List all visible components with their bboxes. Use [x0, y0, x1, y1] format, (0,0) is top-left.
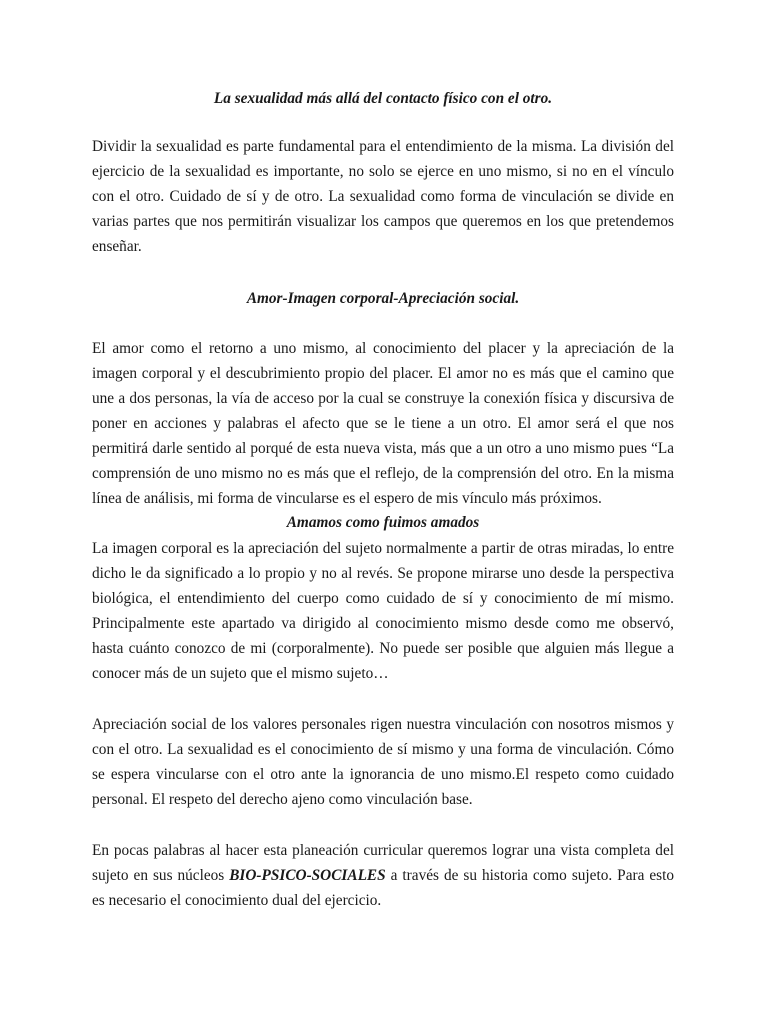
- section-heading: Amor-Imagen corporal-Apreciación social.: [246, 290, 520, 307]
- conclusion-text-end: a través de su historia como sujeto. Para esto es necesario el conocimiento dual del ejercicio.: [92, 867, 674, 909]
- social-paragraph: Apreciación social de los valores personales rigen nuestra vinculación con nosotros mismos y con el otro. La sexualidad es el conocimiento de sí mismo y una forma de vinculación. Cómo se espera vincularse con el otro ante la ignorancia de uno mismo.El respeto como cuidado personal. El respeto del derecho ajeno como vinculación base.: [92, 716, 674, 808]
- quote-line: Amamos como fuimos amados: [286, 514, 480, 531]
- conclusion-paragraph: [92, 838, 674, 913]
- conclusion-text-start: En pocas palabras al hacer esta planeación curricular queremos lograr una vista completa del sujeto en sus núcleos: [92, 842, 674, 884]
- body-image-paragraph: La imagen corporal es la apreciación del sujeto normalmente a partir de otras miradas, lo entre dicho le da significado a lo propio y no al revés. Se propone mirarse uno desde la perspectiva biológica, el entendimiento del cuerpo como cuidado de sí y conocimiento de mí mismo. Principalmente este apartado va dirigido al conocimiento mismo desde como me observó, hasta cuánto conozco de mi (corporalmente). No puede ser posible que alguien más llegue a conocer más de un sujeto que el mismo sujeto…: [92, 540, 674, 682]
- love-paragraph: El amor como el retorno a uno mismo, al conocimiento del placer y la apreciación de la imagen corporal y el descubrimiento propio del placer. El amor no es más que el camino que une a dos personas, la vía de acceso por la cual se construye la conexión física y discursiva de poner en acciones y palabras el afecto que se le tiene a un otro. El amor será el que nos permitirá darle sentido al porqué de esta nueva vista, más que a un otro a uno mismo pues “La comprensión de uno mismo no es más que el reflejo, de la comprensión del otro. En la misma línea de análisis, mi forma de vincularse es el espero de mis vínculo más próximos.: [92, 340, 674, 507]
- conclusion-emphasis: BIO-PSICO-SOCIALES: [229, 867, 386, 884]
- document-title: La sexualidad más allá del contacto físico con el otro.: [213, 90, 553, 107]
- intro-paragraph: Dividir la sexualidad es parte fundamental para el entendimiento de la misma. La división del ejercicio de la sexualidad es importante, no solo se ejerce en uno mismo, si no en el vínculo con el otro. Cuidado de sí y de otro. La sexualidad como forma de vinculación se divide en varias partes que nos permitirán visualizar los campos que queremos en los que pretendemos enseñar.: [92, 138, 674, 255]
